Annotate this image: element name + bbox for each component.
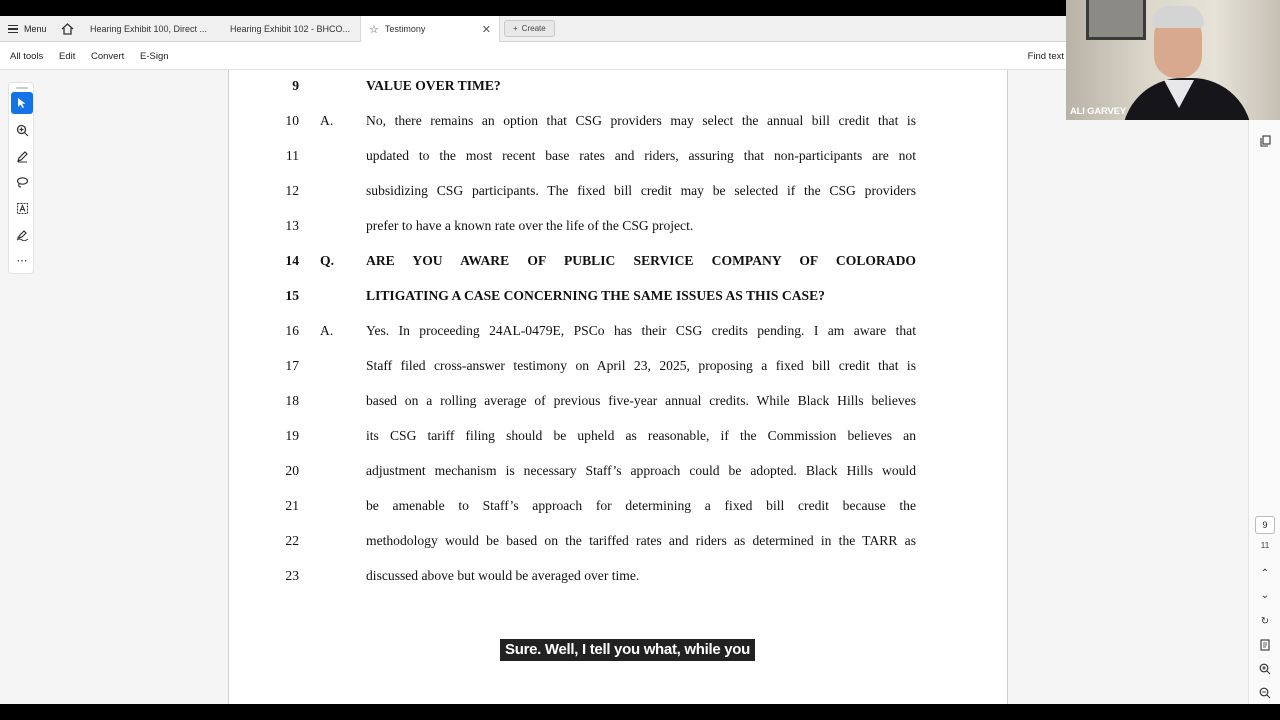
refresh-icon: ↻	[1260, 615, 1270, 627]
line-number: 18	[285, 393, 299, 408]
document-line	[229, 216, 1009, 236]
pdf-page	[228, 70, 1008, 704]
close-icon[interactable]: ✕	[481, 23, 491, 36]
edit-menu[interactable]: Edit	[59, 50, 76, 62]
line-number: 15	[285, 288, 299, 303]
document-line	[229, 356, 1009, 376]
line-text: its CSG tariff filing should be upheld as reasonable, if the Commission believes an	[366, 428, 916, 443]
text-box-tool-button[interactable]	[11, 197, 33, 219]
tab-testimony[interactable]	[360, 16, 500, 42]
home-button[interactable]	[58, 20, 76, 38]
tab-bar	[0, 16, 1066, 42]
hamburger-icon	[8, 25, 18, 33]
line-number: 22	[285, 533, 299, 548]
tab-hearing-exhibit-100[interactable]	[82, 16, 216, 42]
line-number: 17	[285, 358, 299, 373]
zoom-in-button[interactable]	[1255, 660, 1275, 678]
document-line	[229, 111, 1009, 131]
document-viewer	[0, 70, 1248, 704]
tab-hearing-exhibit-102[interactable]	[222, 16, 356, 42]
chevron-down-icon: ⌄	[1260, 589, 1270, 601]
left-tool-rail	[8, 82, 34, 274]
line-text: subsidizing CSG participants. The fixed bill credit may be selected if the CSG providers	[366, 183, 916, 198]
copy-pages-icon	[1260, 135, 1271, 147]
line-number: 12	[285, 183, 299, 198]
sign-tool-button[interactable]	[11, 223, 33, 245]
line-number: 20	[285, 463, 299, 478]
fit-page-button[interactable]	[1255, 636, 1275, 654]
line-text: be amenable to Staff’s approach for determining a fixed bill credit because the	[366, 498, 916, 513]
line-number: 16	[285, 323, 299, 338]
document-line	[229, 496, 1009, 516]
zoom-out-icon	[1259, 687, 1271, 699]
document-line	[229, 531, 1009, 551]
menu-button[interactable]	[8, 16, 47, 42]
document-line	[229, 181, 1009, 201]
menu-label: Menu	[24, 24, 47, 34]
pencil-icon	[16, 150, 29, 163]
line-number: 9	[292, 78, 299, 93]
line-number: 11	[285, 148, 299, 163]
line-number: 14	[285, 253, 299, 268]
line-number: 23	[285, 568, 299, 583]
convert-menu[interactable]: Convert	[91, 50, 125, 62]
line-text: methodology would be based on the tariffed rates and riders as determined in the TARR as	[366, 533, 916, 548]
organize-pages-button[interactable]	[1255, 132, 1275, 150]
line-text: ARE YOU AWARE OF PUBLIC SERVICE COMPANY OF COLORADO	[366, 253, 916, 268]
document-line	[229, 286, 1009, 306]
all-tools-menu[interactable]: All tools	[10, 50, 44, 62]
plus-icon: +	[513, 24, 518, 33]
line-number: 19	[285, 428, 299, 443]
qa-label: A.	[320, 113, 334, 128]
signature-icon	[16, 228, 29, 241]
document-line	[229, 321, 1009, 341]
lasso-tool-button[interactable]	[11, 171, 33, 193]
webcam-video	[1066, 0, 1280, 120]
line-text: updated to the most recent base rates and riders, assuring that non-participants are not	[366, 148, 916, 163]
cursor-icon	[17, 97, 27, 109]
toolbar	[0, 42, 1066, 70]
document-line	[229, 461, 1009, 481]
line-number: 21	[285, 498, 299, 513]
line-text: prefer to have a known rate over the life of the CSG project.	[366, 218, 694, 233]
participant-name: ALI GARVEY	[1070, 106, 1126, 117]
next-page-button[interactable]	[1255, 586, 1275, 604]
line-text: VALUE OVER TIME?	[366, 78, 501, 93]
line-number: 10	[285, 113, 299, 128]
tab-label: Hearing Exhibit 102 - BHCO...	[230, 24, 351, 34]
document-line	[229, 76, 1009, 96]
esign-menu[interactable]: E-Sign	[140, 50, 169, 62]
create-label: Create	[521, 24, 546, 33]
create-button[interactable]	[504, 20, 555, 37]
text-box-icon	[16, 202, 29, 215]
lasso-icon	[16, 176, 29, 189]
zoom-in-icon	[16, 124, 29, 137]
qa-label: Q.	[320, 253, 334, 268]
wall-picture	[1086, 0, 1146, 40]
total-pages: 11	[1260, 540, 1270, 550]
zoom-tool-button[interactable]	[11, 119, 33, 141]
qa-label: A.	[320, 323, 334, 338]
line-text: discussed above but would be averaged over time.	[366, 568, 640, 583]
line-text: based on a rolling average of previous five-year annual credits. While Black Hills believes	[366, 393, 916, 408]
line-text: adjustment mechanism is necessary Staff’s approach could be adopted. Black Hills would	[366, 463, 916, 478]
right-rail	[1248, 120, 1280, 704]
line-text: LITIGATING A CASE CONCERNING THE SAME ISSUES AS THIS CASE?	[366, 288, 825, 303]
more-icon: ⋯	[16, 254, 28, 267]
line-text: Staff filed cross-answer testimony on April 23, 2025, proposing a fixed bill credit that is	[366, 358, 916, 373]
find-text-button[interactable]: Find text	[1027, 50, 1064, 62]
tab-label: Testimony	[384, 24, 426, 34]
rail-grip	[16, 87, 28, 89]
rotate-button[interactable]	[1255, 612, 1275, 630]
home-icon	[61, 23, 74, 35]
page-fit-icon	[1260, 639, 1270, 651]
draw-tool-button[interactable]	[11, 145, 33, 167]
select-tool-button[interactable]	[11, 92, 33, 114]
star-icon[interactable]: ☆	[369, 23, 379, 36]
document-line	[229, 251, 1009, 271]
current-page-input[interactable]: 9	[1255, 516, 1275, 534]
speaker-hair	[1152, 6, 1204, 28]
chevron-up-icon: ⌃	[1260, 567, 1270, 579]
more-tools-button[interactable]	[11, 249, 33, 271]
line-text: No, there remains an option that CSG providers may select the annual bill credit that is	[366, 113, 916, 128]
document-line	[229, 146, 1009, 166]
document-line	[229, 426, 1009, 446]
live-caption: Sure. Well, I tell you what, while you	[500, 639, 755, 661]
previous-page-button[interactable]	[1255, 564, 1275, 582]
zoom-out-button[interactable]	[1255, 684, 1275, 702]
tab-label: Hearing Exhibit 100, Direct ...	[90, 24, 208, 34]
line-number: 13	[285, 218, 299, 233]
document-line	[229, 566, 1009, 586]
line-text: Yes. In proceeding 24AL-0479E, PSCo has their CSG credits pending. I am aware that	[366, 323, 916, 338]
bottom-black-bar	[0, 704, 1280, 720]
zoom-in-icon	[1259, 663, 1271, 675]
document-line	[229, 391, 1009, 411]
